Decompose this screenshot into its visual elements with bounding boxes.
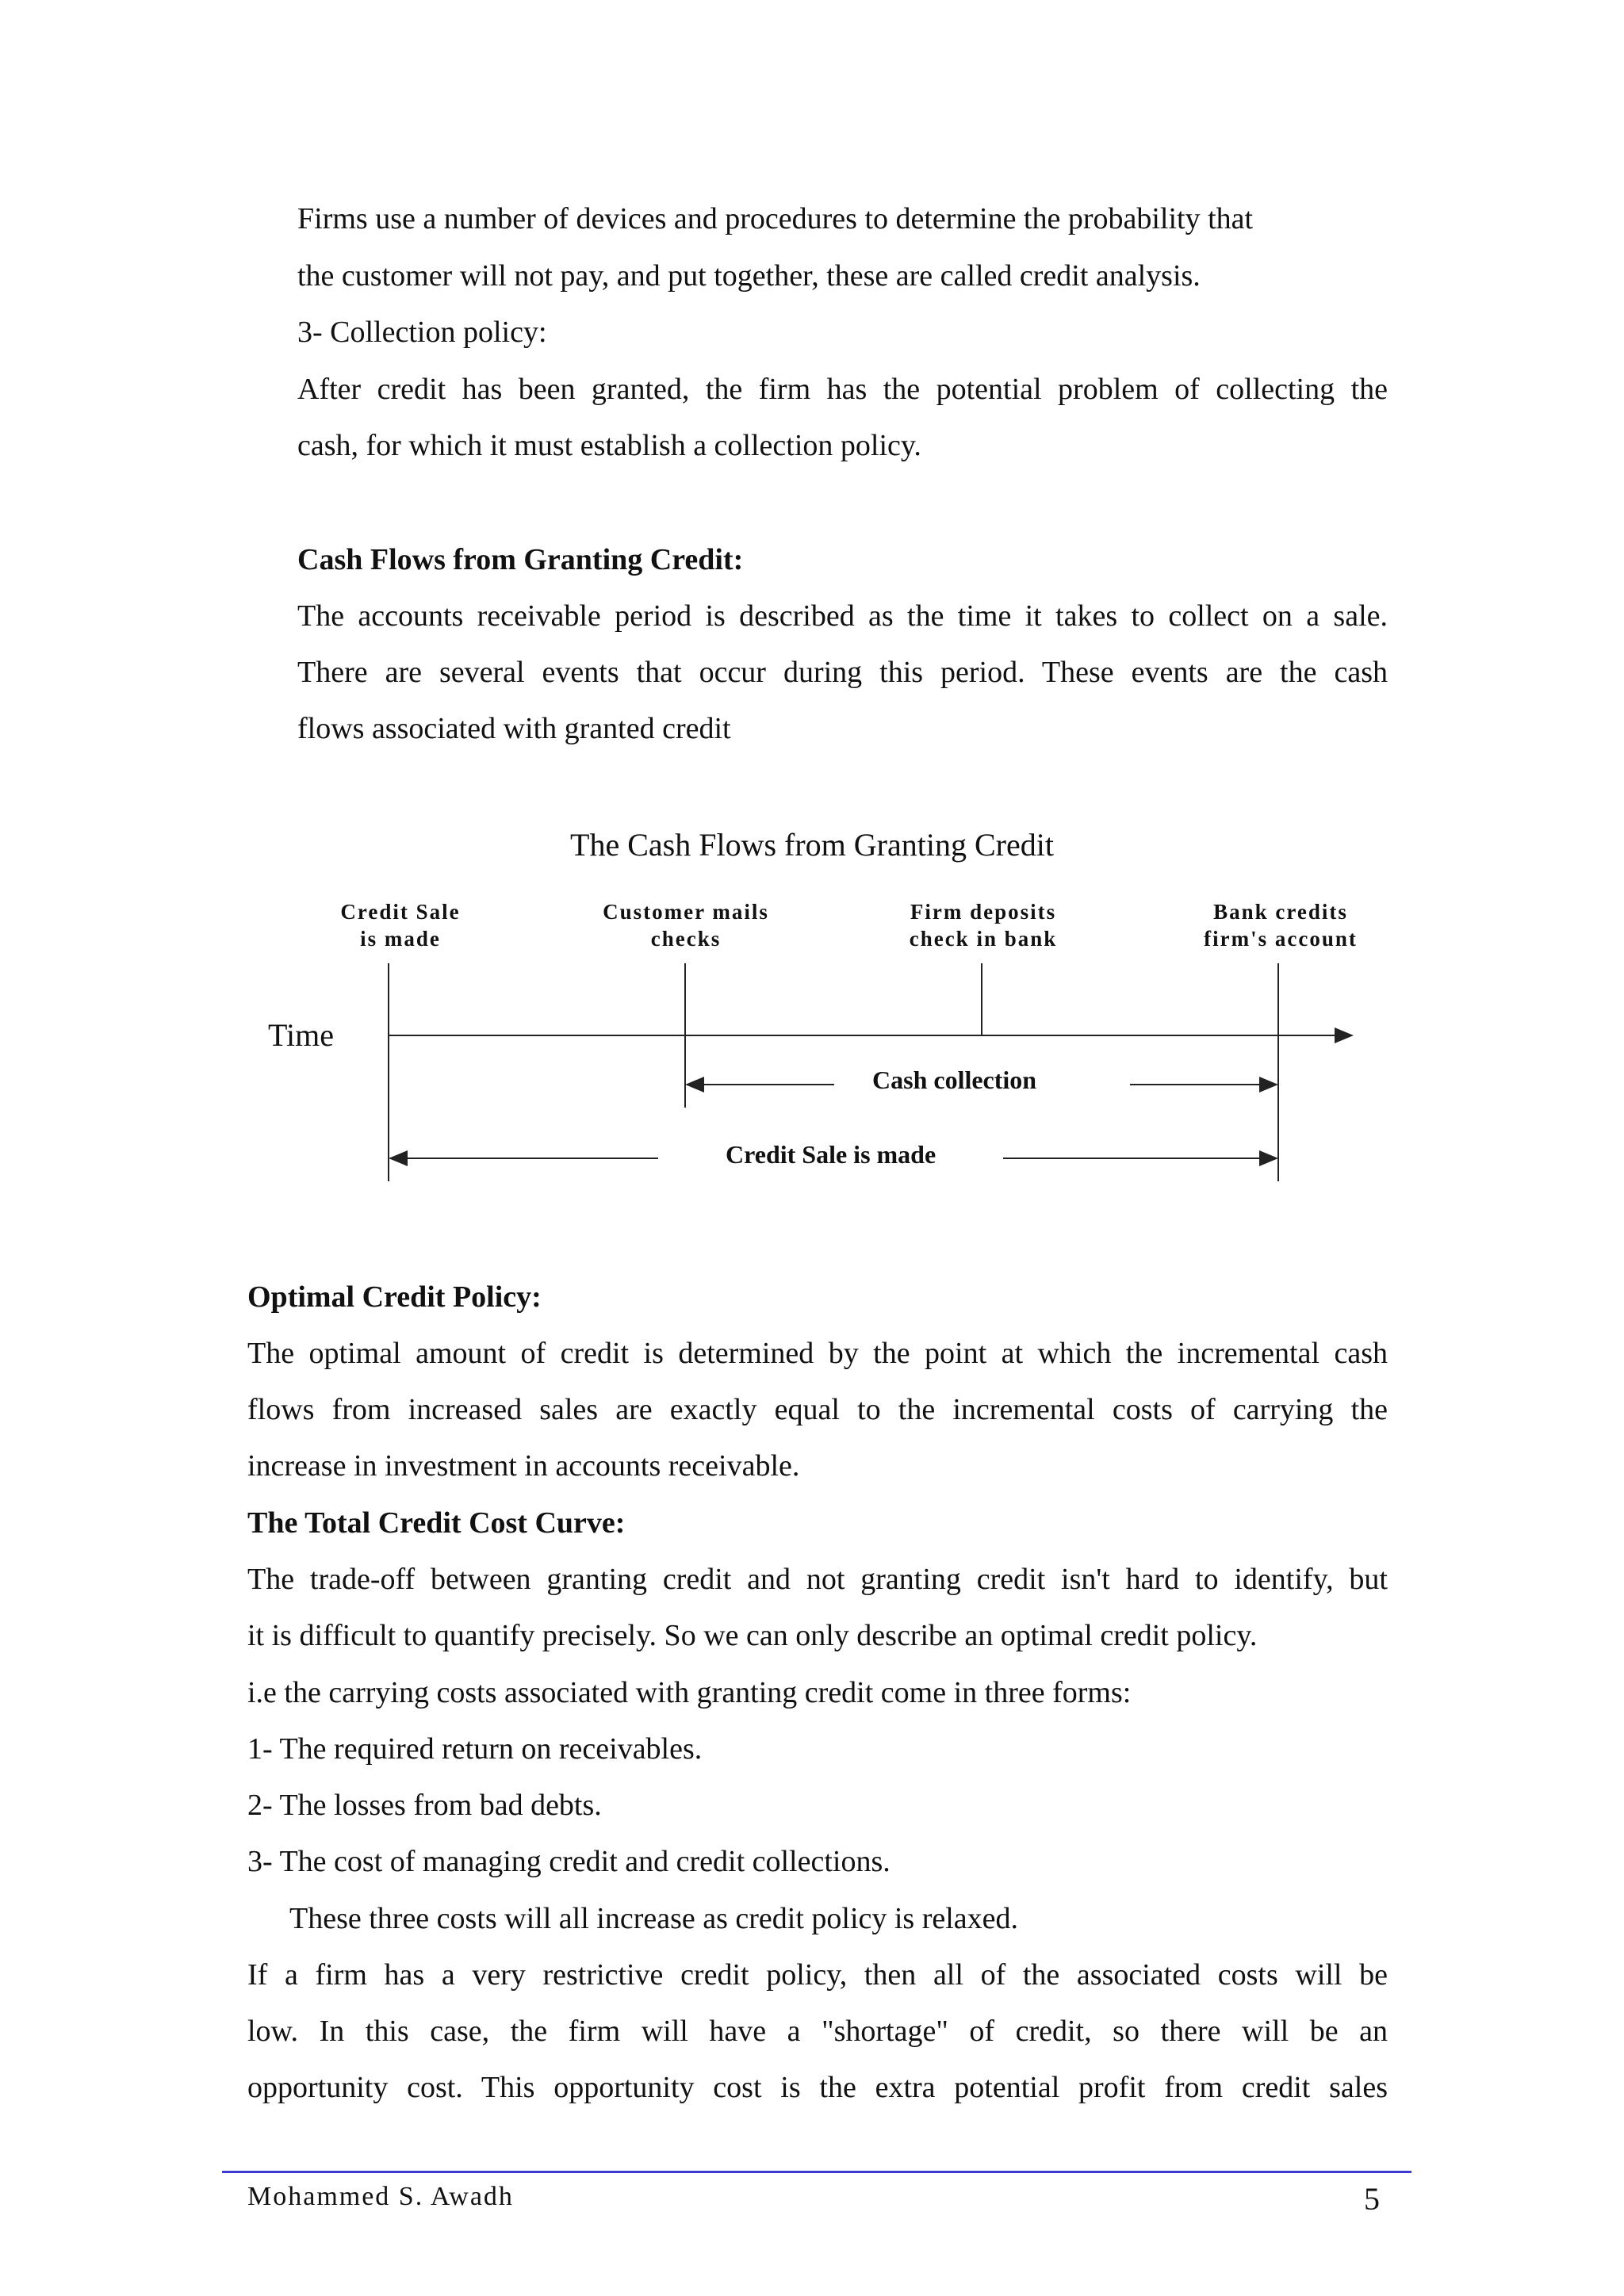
paragraph-line: flows from increased sales are exactly equal to the incremental costs of carrying the (247, 1393, 1388, 1426)
event-label-line: is made (360, 927, 441, 951)
footer-author: Mohammed S. Awadh (247, 2182, 514, 2211)
credit-sale-span-label: Credit Sale is made (726, 1140, 936, 1169)
event-label-line: checks (650, 927, 722, 951)
list-item-heading: 3- Collection policy: (297, 316, 547, 349)
paragraph-line: it is difficult to quantify precisely. So we can only describe an optimal credit policy. (247, 1619, 1258, 1652)
section-heading: Optimal Credit Policy: (247, 1280, 542, 1314)
paragraph-line: Firms use a number of devices and procedures to determine the probability that (297, 202, 1254, 235)
paragraph-line: flows associated with granted credit (297, 712, 731, 745)
paragraph-line: increase in investment in accounts receivable. (247, 1449, 800, 1483)
paragraph-line: These three costs will all increase as credit policy is relaxed. (289, 1902, 1019, 1935)
list-item: 1- The required return on receivables. (247, 1732, 703, 1766)
event-label-line: firm's account (1204, 927, 1358, 951)
paragraph-line: If a firm has a very restrictive credit policy, then all of the associated costs will be (247, 1958, 1388, 1992)
page-number: 5 (1364, 2181, 1380, 2217)
paragraph-line: After credit has been granted, the firm has the potential problem of collecting the (297, 373, 1388, 406)
paragraph-line: The trade-off between granting credit and not granting credit isn't hard to identify, but (247, 1563, 1388, 1596)
paragraph-line: cash, for which it must establish a collection policy. (297, 429, 921, 462)
paragraph-line: The accounts receivable period is described as the time it takes to collect on a sale. (297, 599, 1388, 633)
cash-collection-label: Cash collection (872, 1066, 1037, 1094)
event-label-line: Firm deposits (910, 900, 1057, 924)
event-label-line: Credit Sale (340, 900, 461, 924)
paragraph-line: the customer will not pay, and put together, these are called credit analysis. (297, 259, 1201, 293)
list-item: 2- The losses from bad debts. (247, 1789, 602, 1822)
paragraph-line: opportunity cost. This opportunity cost is the extra potential profit from credit sales (247, 2071, 1388, 2104)
section-heading: Cash Flows from Granting Credit: (297, 543, 744, 576)
paragraph-line: low. In this case, the firm will have a "shortage" of credit, so there will be an (247, 2015, 1388, 2048)
event-label-line: Customer mails (603, 900, 769, 924)
list-item: 3- The cost of managing credit and credit collections. (247, 1845, 891, 1878)
paragraph-line: i.e the carrying costs associated with granting credit come in three forms: (247, 1676, 1132, 1709)
time-axis-label: Time (268, 1017, 335, 1053)
paragraph-line: The optimal amount of credit is determined by the point at which the incremental cash (247, 1337, 1388, 1370)
section-heading: The Total Credit Cost Curve: (247, 1506, 626, 1540)
event-label-line: Bank credits (1213, 900, 1348, 924)
paragraph-line: There are several events that occur during this period. These events are the cash (297, 656, 1388, 689)
diagram-title: The Cash Flows from Granting Credit (570, 827, 1054, 863)
footer-divider (222, 2171, 1411, 2173)
event-label-line: check in bank (909, 927, 1058, 951)
